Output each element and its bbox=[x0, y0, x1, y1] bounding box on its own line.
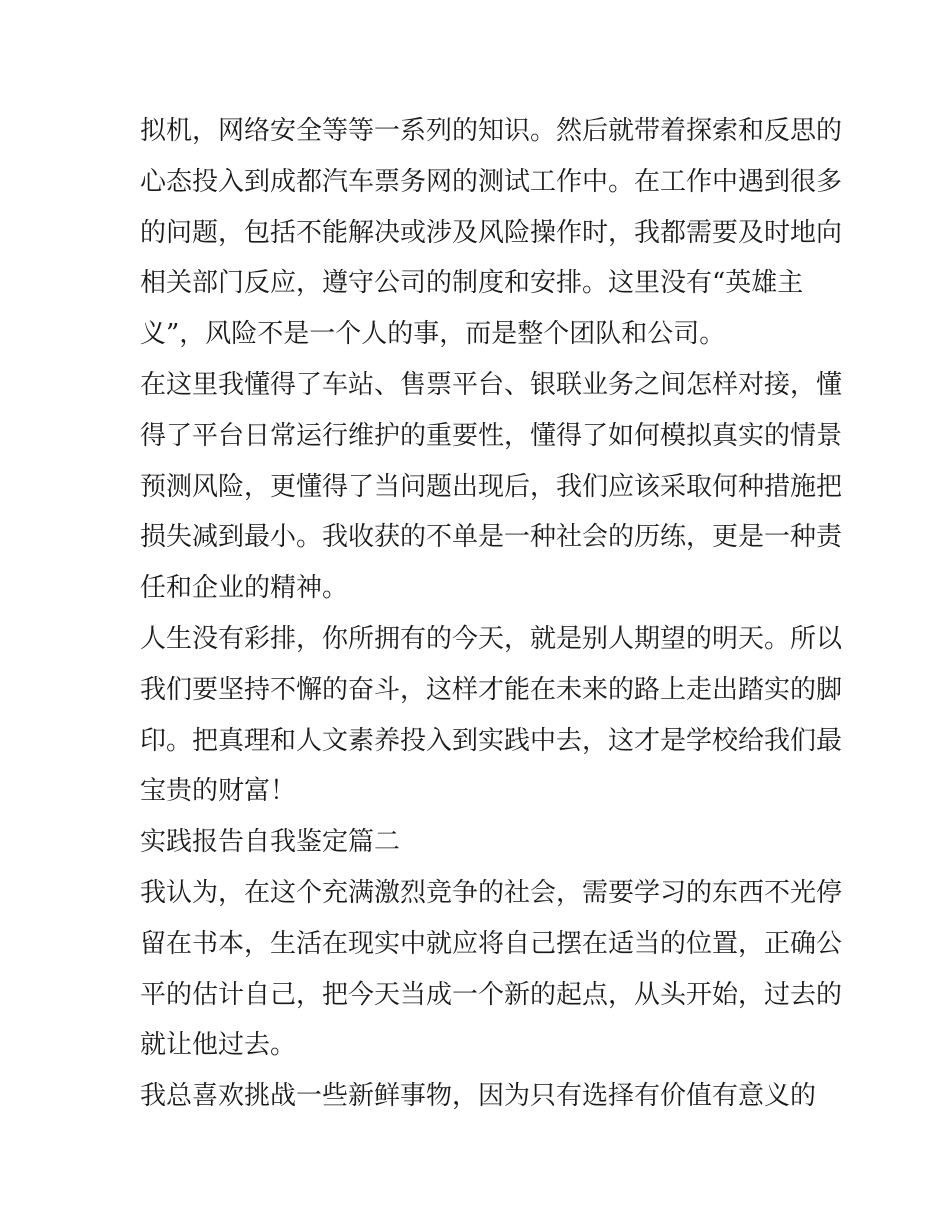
text-line: 我总喜欢挑战一些新鲜事物，因为只有选择有价值有意义的 bbox=[140, 1081, 817, 1112]
text-line: 我们要坚持不懈的奋斗，这样才能在未来的路上走出踏实的脚 bbox=[140, 674, 843, 705]
text-line: 留在书本，生活在现实中就应将自己摆在适当的位置，正确公 bbox=[140, 928, 843, 959]
text-line: 拟机，网络安全等等一系列的知识。然后就带着探索和反思的 bbox=[140, 116, 843, 146]
text-line: 印。把真理和人文素养投入到实践中去，这才是学校给我们最 bbox=[140, 725, 843, 756]
text-line: 相关部门反应，遵守公司的制度和安排。这里没有“英雄主 bbox=[140, 268, 804, 299]
text-line: 义”，风险不是一个人的事，而是整个团队和公司。 bbox=[140, 319, 726, 350]
text-line: 在这里我懂得了车站、售票平台、银联业务之间怎样对接，懂 bbox=[140, 369, 843, 400]
document-body bbox=[140, 106, 843, 1122]
text-line: 我认为，在这个充满激烈竞争的社会，需要学习的东西不光停 bbox=[140, 877, 843, 908]
text-line: 的问题，包括不能解决或涉及风险操作时，我都需要及时地向 bbox=[140, 217, 843, 248]
text-line: 预测风险，更懂得了当问题出现后，我们应该采取何种措施把 bbox=[140, 471, 843, 502]
section-heading: 实践报告自我鉴定篇二 bbox=[140, 827, 401, 858]
text-line: 宝贵的财富！ bbox=[140, 776, 297, 807]
text-line: 就让他过去。 bbox=[140, 1030, 297, 1061]
text-line: 损失减到最小。我收获的不单是一种社会的历练，更是一种责 bbox=[140, 522, 843, 553]
text-line: 平的估计自己，把今天当成一个新的起点，从头开始，过去的 bbox=[140, 979, 843, 1010]
text-line: 心态投入到成都汽车票务网的测试工作中。在工作中遇到很多 bbox=[140, 166, 843, 197]
text-line: 人生没有彩排，你所拥有的今天，就是别人期望的明天。所以 bbox=[140, 623, 843, 654]
text-line: 得了平台日常运行维护的重要性，懂得了如何模拟真实的情景 bbox=[140, 420, 843, 451]
text-line: 任和企业的精神。 bbox=[140, 573, 349, 604]
